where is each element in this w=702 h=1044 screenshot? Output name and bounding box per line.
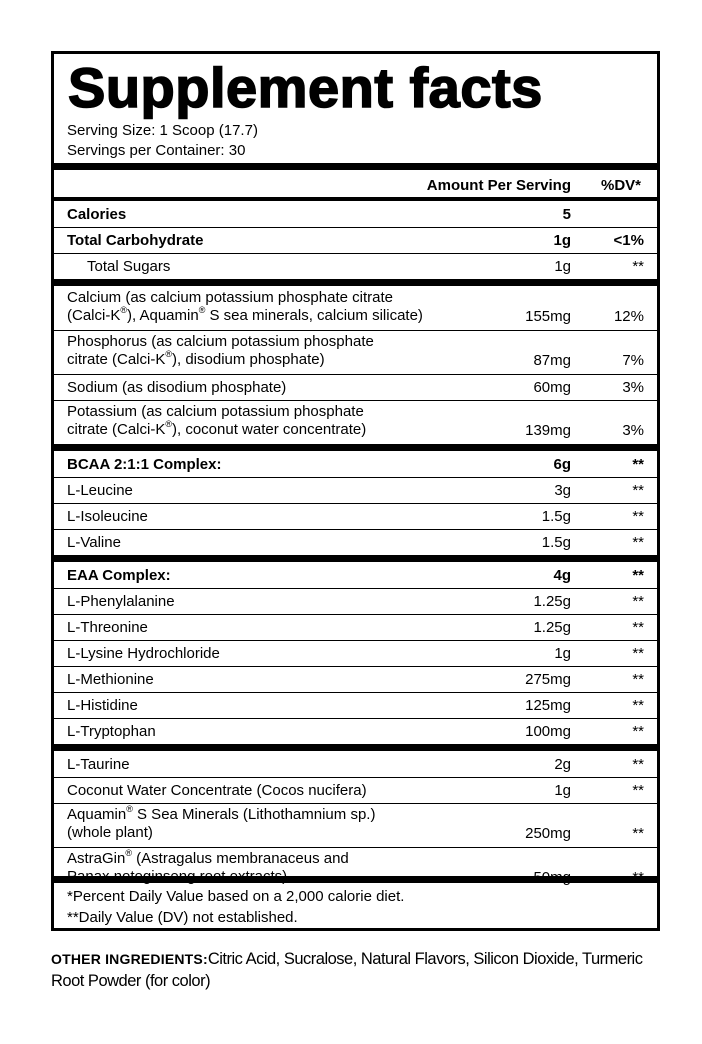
nutrient-name: Total Sugars — [87, 258, 171, 275]
nutrient-amount: 1.25g — [533, 593, 571, 610]
nutrient-dv: ** — [632, 697, 644, 714]
nutrient-row — [54, 286, 657, 330]
nutrient-row — [54, 777, 657, 803]
nutrient-name: L-Threonine — [67, 619, 148, 636]
nutrient-name: AstraGin® (Astragalus membranaceus and — [67, 848, 349, 867]
nutrient-name: L-Phenylalanine — [67, 593, 175, 610]
section-divider — [54, 444, 657, 451]
nutrient-dv: 12% — [613, 308, 644, 325]
footnote-not-established: **Daily Value (DV) not established. — [67, 909, 298, 926]
nutrient-amount: 5 — [562, 206, 571, 223]
nutrient-amount: 6g — [553, 456, 571, 473]
nutrient-name: Calories — [67, 206, 127, 223]
nutrient-row — [54, 330, 657, 374]
nutrient-dv: ** — [632, 671, 644, 688]
nutrient-name: Potassium (as calcium potassium phosphate citrate (Calci-K®), coconut water concentrate) — [67, 403, 367, 438]
nutrient-dv: ** — [632, 593, 644, 610]
nutrient-row — [54, 400, 657, 444]
nutrient-dv: ** — [632, 756, 644, 773]
nutrient-amount: 275mg — [525, 671, 571, 688]
nutrient-dv: ** — [632, 534, 644, 551]
nutrient-row — [54, 253, 657, 279]
nutrient-dv: ** — [632, 258, 644, 275]
nutrient-amount: 4g — [553, 567, 571, 584]
nutrient-name: Total Carbohydrate — [67, 232, 204, 249]
nutrient-amount: 1.5g — [541, 508, 571, 525]
nutrient-name: L-Isoleucine — [67, 508, 148, 525]
nutrient-row — [54, 718, 657, 744]
nutrient-row — [54, 666, 657, 692]
nutrient-name: L-Tryptophan — [67, 723, 156, 740]
nutrient-dv: ** — [632, 619, 644, 636]
nutrient-name: BCAA 2:1:1 Complex: — [67, 456, 222, 473]
nutrient-row — [54, 614, 657, 640]
nutrient-row — [54, 374, 657, 400]
footnote-dv: *Percent Daily Value based on a 2,000 calorie diet. — [67, 888, 405, 905]
section-divider — [54, 279, 657, 286]
header-dv: %DV* — [600, 177, 641, 194]
nutrient-amount: 1g — [554, 782, 571, 799]
nutrient-name: Aquamin® S Sea Minerals (Lithothamnium sp.) (whole plant) — [67, 804, 376, 841]
nutrient-name: L-Methionine — [67, 671, 154, 688]
nutrient-amount: 1g — [553, 232, 571, 249]
nutrient-amount: 87mg — [533, 352, 571, 369]
supplement-facts-panel — [51, 51, 660, 931]
nutrient-dv: ** — [632, 567, 644, 584]
nutrient-dv: <1% — [613, 232, 644, 249]
nutrient-amount: 1.25g — [533, 619, 571, 636]
section-divider — [54, 744, 657, 751]
nutrient-row — [54, 588, 657, 614]
nutrient-row — [54, 227, 657, 253]
other-ingredients-label: OTHER INGREDIENTS: — [51, 951, 208, 967]
nutrient-name: Phosphorus (as calcium potassium phosphate citrate (Calci-K®), disodium phosphate) — [67, 333, 374, 368]
nutrient-amount: 139mg — [525, 422, 571, 439]
other-ingredients-text: Citric Acid, Sucralose, Natural Flavors, Silicon Dioxide, Turmeric Root Powder (for color) — [51, 950, 643, 990]
other-ingredients — [51, 948, 651, 992]
nutrient-dv: 3% — [622, 379, 644, 396]
nutrient-amount: 1g — [554, 258, 571, 275]
nutrient-amount: 1.5g — [541, 534, 571, 551]
nutrient-name: Calcium (as calcium potassium phosphate citrate (Calci-K®), Aquamin® S sea minerals, calcium silicate) — [67, 289, 423, 324]
nutrient-row — [54, 562, 657, 588]
nutrient-amount: 155mg — [525, 308, 571, 325]
nutrient-name: L-Histidine — [67, 697, 138, 714]
nutrient-amount: 250mg — [525, 825, 571, 842]
servings-per-container: Servings per Container: 30 — [67, 142, 246, 159]
nutrient-row — [54, 201, 657, 227]
nutrient-row — [54, 529, 657, 555]
nutrient-amount: 1g — [554, 645, 571, 662]
nutrient-dv: ** — [632, 508, 644, 525]
serving-size: Serving Size: 1 Scoop (17.7) — [67, 122, 258, 139]
nutrient-name: Sodium (as disodium phosphate) — [67, 379, 287, 396]
section-divider — [54, 555, 657, 562]
nutrient-dv: ** — [632, 825, 644, 842]
nutrient-amount: 3g — [554, 482, 571, 499]
nutrient-row — [54, 640, 657, 666]
nutrient-name: EAA Complex: — [67, 567, 171, 584]
header-amount-per-serving: Amount Per Serving — [426, 177, 571, 194]
nutrient-row — [54, 477, 657, 503]
nutrient-dv: ** — [632, 645, 644, 662]
nutrient-row — [54, 847, 657, 891]
nutrient-row — [54, 751, 657, 777]
nutrient-name: L-Leucine — [67, 482, 133, 499]
nutrient-dv: ** — [632, 723, 644, 740]
nutrient-row — [54, 692, 657, 718]
nutrient-dv: ** — [632, 482, 644, 499]
nutrient-name: L-Taurine — [67, 756, 130, 773]
thick-divider-footer — [54, 876, 657, 883]
thick-divider — [54, 163, 657, 170]
nutrient-amount: 125mg — [525, 697, 571, 714]
nutrient-name: Coconut Water Concentrate (Cocos nucifera) — [67, 782, 367, 799]
nutrient-dv: 3% — [622, 422, 644, 439]
panel-title: Supplement facts — [68, 56, 543, 119]
nutrient-name: L-Valine — [67, 534, 121, 551]
nutrient-dv: ** — [632, 782, 644, 799]
nutrient-dv: 7% — [622, 352, 644, 369]
nutrient-dv: ** — [632, 456, 644, 473]
nutrient-name: L-Lysine Hydrochloride — [67, 645, 220, 662]
nutrient-amount: 100mg — [525, 723, 571, 740]
nutrient-row — [54, 503, 657, 529]
nutrient-row — [54, 803, 657, 847]
nutrient-row — [54, 451, 657, 477]
nutrient-amount: 2g — [554, 756, 571, 773]
nutrient-amount: 60mg — [533, 379, 571, 396]
